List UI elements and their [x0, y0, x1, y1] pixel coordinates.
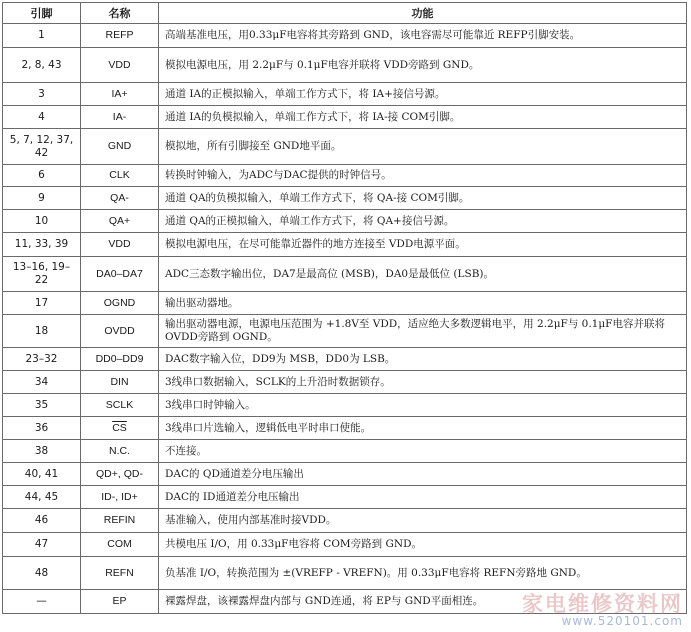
- table-header-row: [3, 3, 687, 24]
- table-row: [3, 533, 687, 557]
- pin-cell: 36: [3, 417, 81, 440]
- table-row: [3, 292, 687, 315]
- pin-cell: 1: [3, 24, 81, 48]
- name-column-header: 名称: [81, 3, 159, 24]
- watermark-url: www.520101.com: [561, 614, 683, 628]
- pin-cell: 4: [3, 106, 81, 129]
- function-cell: ADC三态数字输出位，DA7是最高位 (MSB)，DA0是最低位 (LSB)。: [159, 257, 687, 292]
- pin-cell: 13–16, 19–22: [3, 257, 81, 292]
- name-cell: REFN: [81, 557, 159, 590]
- pin-cell: 40, 41: [3, 463, 81, 486]
- pin-cell: 44, 45: [3, 486, 81, 509]
- name-cell: DD0–DD9: [81, 348, 159, 371]
- name-cell: QA+: [81, 210, 159, 233]
- table-row: [3, 417, 687, 440]
- table-row: [3, 210, 687, 233]
- function-cell: 通道 QA的负模拟输入，单端工作方式下，将 QA-接 COM引脚。: [159, 187, 687, 210]
- table-row: [3, 48, 687, 83]
- name-cell: EP: [81, 590, 159, 614]
- pin-cell: 10: [3, 210, 81, 233]
- function-cell: 不连接。: [159, 440, 687, 463]
- name-cell: ID-, ID+: [81, 486, 159, 509]
- table-row: [3, 371, 687, 394]
- table-row: [3, 486, 687, 509]
- name-cell: CLK: [81, 165, 159, 187]
- function-cell: 负基准 I/O，转换范围为 ±(VREFP - VREFN)。用 0.33μF电容将 REFN旁路地 GND。: [159, 557, 687, 590]
- name-cell: REFIN: [81, 509, 159, 533]
- table-row: [3, 83, 687, 106]
- pin-cell: 23–32: [3, 348, 81, 371]
- name-cell: DA0–DA7: [81, 257, 159, 292]
- function-cell: 输出驱动器地。: [159, 292, 687, 315]
- table-row: [3, 233, 687, 257]
- function-cell: 通道 IA的负模拟输入，单端工作方式下，将 IA-接 COM引脚。: [159, 106, 687, 129]
- table-row: [3, 129, 687, 165]
- function-cell: 通道 IA的正模拟输入，单端工作方式下，将 IA+接信号源。: [159, 83, 687, 106]
- name-cell: IA-: [81, 106, 159, 129]
- function-cell: DAC数字输入位，DD9为 MSB，DD0为 LSB。: [159, 348, 687, 371]
- function-cell: 模拟地，所有引脚接至 GND地平面。: [159, 129, 687, 165]
- name-cell: OGND: [81, 292, 159, 315]
- function-cell: 通道 QA的正模拟输入，单端工作方式下，将 QA+接信号源。: [159, 210, 687, 233]
- pin-cell: 48: [3, 557, 81, 590]
- pin-cell: 35: [3, 394, 81, 417]
- pin-cell: 46: [3, 509, 81, 533]
- pin-cell: 18: [3, 315, 81, 348]
- name-cell: SCLK: [81, 394, 159, 417]
- function-cell: 3线串口数据输入，SCLK的上升沿时数据锁存。: [159, 371, 687, 394]
- name-cell: N.C.: [81, 440, 159, 463]
- table-row: [3, 165, 687, 187]
- pin-cell: 3: [3, 83, 81, 106]
- name-cell: DIN: [81, 371, 159, 394]
- table-body: [3, 24, 687, 614]
- pin-cell: —: [3, 590, 81, 614]
- pin-column-header: 引脚: [3, 3, 81, 24]
- table-row: [3, 257, 687, 292]
- function-cell: 转换时钟输入，为ADC与DAC提供的时钟信号。: [159, 165, 687, 187]
- pin-cell: 34: [3, 371, 81, 394]
- table-row: [3, 590, 687, 614]
- name-cell: VDD: [81, 233, 159, 257]
- pin-cell: 47: [3, 533, 81, 557]
- table-row: [3, 106, 687, 129]
- name-cell: QA-: [81, 187, 159, 210]
- watermark-title: 家电维修资料网: [522, 592, 683, 616]
- name-cell: $\overline{CS}$: [81, 417, 159, 440]
- table-row: [3, 440, 687, 463]
- pin-cell: 6: [3, 165, 81, 187]
- table-row: [3, 348, 687, 371]
- table-row: [3, 463, 687, 486]
- name-cell: COM: [81, 533, 159, 557]
- function-cell: 裸露焊盘，该裸露焊盘内部与 GND连通，将 EP与 GND平面相连。: [159, 590, 687, 614]
- table-row: [3, 24, 687, 48]
- name-cell: VDD: [81, 48, 159, 83]
- pin-cell: 2, 8, 43: [3, 48, 81, 83]
- pin-cell: 11, 33, 39: [3, 233, 81, 257]
- function-cell: 3线串口时钟输入。: [159, 394, 687, 417]
- pin-cell: 5, 7, 12, 37, 42: [3, 129, 81, 165]
- function-cell: 输出驱动器电源，电源电压范围为 +1.8V至 VDD，适应绝大多数逻辑电平，用 2.2μF与 0.1μF电容并联将 OVDD旁路到 OGND。: [159, 315, 687, 348]
- table-row: [3, 187, 687, 210]
- function-cell: 基准输入，使用内部基准时接VDD。: [159, 509, 687, 533]
- table-row: [3, 315, 687, 348]
- name-cell: GND: [81, 129, 159, 165]
- function-cell: 高端基准电压，用0.33μF电容将其旁路到 GND，该电容需尽可能靠近 REFP引脚安装。: [159, 24, 687, 48]
- function-cell: 共模电压 I/O，用 0.33μF电容将 COM旁路到 GND。: [159, 533, 687, 557]
- pin-cell: 9: [3, 187, 81, 210]
- function-cell: 模拟电源电压，在尽可能靠近器件的地方连接至 VDD电源平面。: [159, 233, 687, 257]
- table-row: [3, 509, 687, 533]
- name-cell: REFP: [81, 24, 159, 48]
- pin-cell: 38: [3, 440, 81, 463]
- function-cell: 3线串口片选输入，逻辑低电平时串口使能。: [159, 417, 687, 440]
- function-cell: DAC的 ID通道差分电压输出: [159, 486, 687, 509]
- pin-cell: 17: [3, 292, 81, 315]
- name-cell: IA+: [81, 83, 159, 106]
- pin-function-table: [2, 2, 687, 614]
- name-cell: OVDD: [81, 315, 159, 348]
- function-cell: 模拟电源电压，用 2.2μF与 0.1μF电容并联将 VDD旁路到 GND。: [159, 48, 687, 83]
- table-row: [3, 394, 687, 417]
- table-row: [3, 557, 687, 590]
- function-column-header: 功能: [159, 3, 687, 24]
- function-cell: DAC的 QD通道差分电压输出: [159, 463, 687, 486]
- name-cell: QD+, QD-: [81, 463, 159, 486]
